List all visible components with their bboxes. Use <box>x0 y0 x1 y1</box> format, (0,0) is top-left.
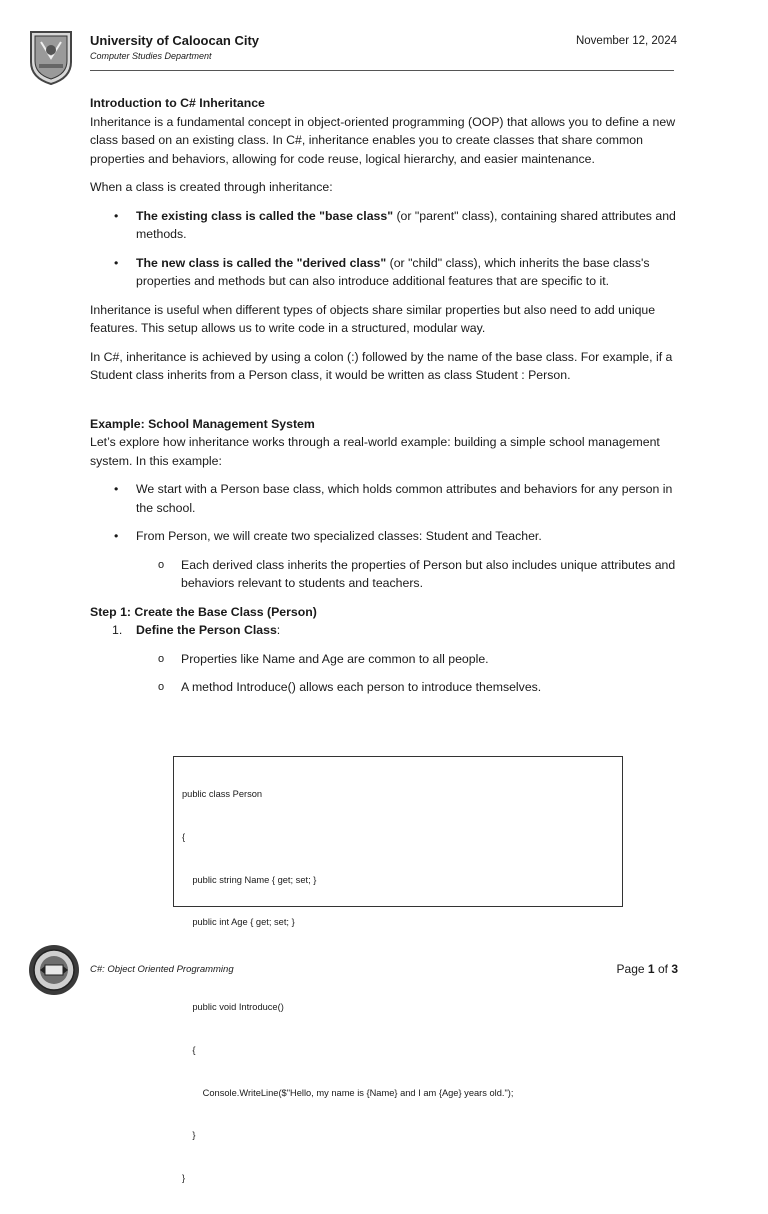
bullet-icon: • <box>114 529 119 543</box>
code-line: { <box>182 1045 196 1056</box>
page-of: of <box>657 962 668 976</box>
step1-heading: Step 1: Create the Base Class (Person) <box>90 604 317 619</box>
code-line: public int Age { get; set; } <box>182 917 295 928</box>
list-item <box>90 207 682 244</box>
list-item <box>90 678 682 697</box>
list-item <box>90 556 682 593</box>
list-item <box>90 621 682 640</box>
intro-paragraph-3: Inheritance is useful when different types of objects share similar properties but also need to add unique features. This setup allows us to write code in a structured, modular way. <box>90 302 656 335</box>
step1-numbered-list <box>90 621 682 640</box>
list-item-bold: The existing class is called the "base class" <box>136 208 394 223</box>
page-word: Page <box>616 962 645 976</box>
step1-sub-list <box>90 650 682 697</box>
university-seal-logo <box>27 28 75 86</box>
example-paragraph: Let’s explore how inheritance works through a real-world example: building a simple school management system. In this example: <box>90 435 660 468</box>
code-line: } <box>182 1172 186 1183</box>
list-item-text: Each derived class inherits the properties of Person but also includes unique attributes and behaviors relevant to students and teachers. <box>181 557 676 590</box>
code-block <box>173 756 623 1183</box>
list-item <box>90 254 682 291</box>
list-item-text: From Person, we will create two specialized classes: Student and Teacher. <box>136 529 542 543</box>
list-item <box>90 650 682 669</box>
intro-paragraph-1: Inheritance is a fundamental concept in object-oriented programming (OOP) that allows you to define a new class based on an existing class. In C#, inheritance enables you to create classes that share common properties and behaviors, allowing for code reuse, logical hierarchy, and easier maintenance. <box>90 114 676 166</box>
document-date: November 12, 2024 <box>575 35 677 47</box>
hollow-bullet-icon: o <box>158 681 165 693</box>
intro-heading: Introduction to C# Inheritance <box>90 96 265 110</box>
list-item-text: (or "parent" class), containing shared attributes and methods. <box>136 208 676 241</box>
code-line: { <box>182 832 186 843</box>
intro-paragraph-4: In C#, inheritance is achieved by using a colon (:) followed by the name of the base class. For example, if a Student class inherits from a Person class, it would be written as class Student : Person. <box>90 349 673 382</box>
code-line: public void Introduce() <box>182 1002 284 1013</box>
class-type-list <box>90 207 682 291</box>
document-body <box>90 94 682 707</box>
department-name: Computer Studies Department <box>90 51 212 61</box>
bullet-icon: • <box>114 255 119 270</box>
example-heading: Example: School Management System <box>90 416 315 431</box>
code-line: public string Name { get; set; } <box>182 874 317 885</box>
course-title: C#: Object Oriented Programming <box>90 964 234 975</box>
list-item-text: Properties like Name and Age are common to all people. <box>181 651 489 666</box>
bullet-icon: • <box>114 482 119 496</box>
code-line <box>182 958 614 972</box>
header-divider <box>90 70 674 71</box>
example-list <box>90 480 682 546</box>
code-line: Console.WriteLine($"Hello, my name is {Name} and I am {Age} years old."); <box>182 1087 514 1098</box>
list-item-text: A method Introduce() allows each person to introduce themselves. <box>181 680 542 694</box>
list-item-bold: Define the Person Class <box>136 623 277 637</box>
page-number <box>617 962 678 976</box>
page-total: 3 <box>671 962 678 976</box>
bullet-icon: • <box>114 208 119 223</box>
page-current: 1 <box>647 962 655 976</box>
list-item-text: : <box>276 623 281 637</box>
list-number: 1. <box>112 623 123 637</box>
college-seal-logo <box>28 944 80 996</box>
list-item <box>90 527 682 546</box>
list-item-text: We start with a Person base class, which holds common attributes and behaviors for any person in the school. <box>136 482 673 515</box>
code-line: } <box>182 1130 196 1141</box>
list-item-bold: The new class is called the "derived class" <box>136 255 387 270</box>
list-item-text: (or "child" class), which inherits the base class's properties and methods but can also introduce additional features that are specific to it. <box>136 255 650 288</box>
example-sub-list <box>90 556 682 593</box>
list-item <box>90 480 682 517</box>
university-name: University of Caloocan City <box>90 33 260 48</box>
intro-paragraph-2: When a class is created through inheritance: <box>90 180 333 194</box>
hollow-bullet-icon: o <box>158 558 165 571</box>
hollow-bullet-icon: o <box>158 652 165 665</box>
code-line: public class Person <box>182 789 263 800</box>
